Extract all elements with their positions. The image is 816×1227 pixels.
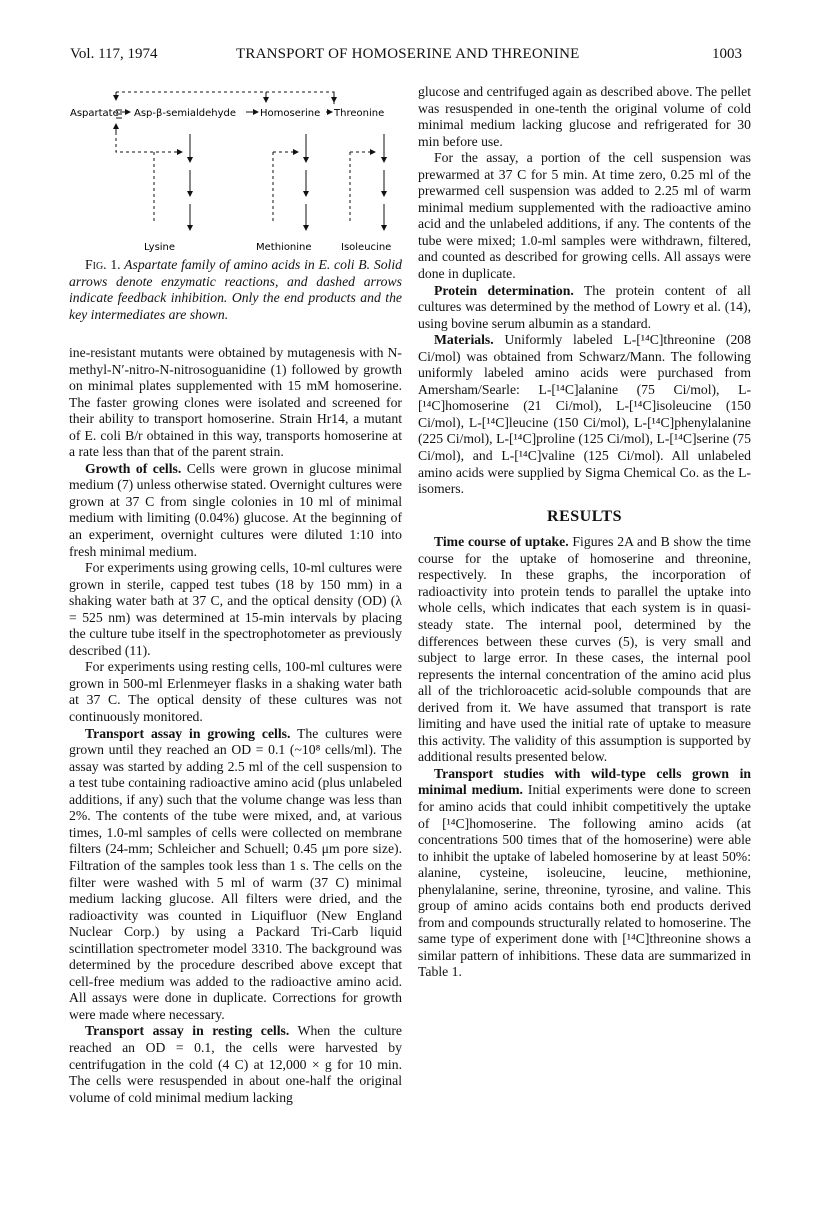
- paragraph-heading: Transport assay in growing cells.: [85, 725, 291, 741]
- paragraph: [418, 84, 751, 150]
- right-column: [418, 84, 751, 981]
- paragraph-heading: Transport studies with wild-type cells grown in minimal medium.: [418, 765, 751, 798]
- node-lysine: Lysine: [144, 242, 176, 253]
- running-title: TRANSPORT OF HOMOSERINE AND THREONINE: [236, 46, 580, 62]
- caption-label: Fig. 1.: [85, 257, 121, 272]
- paragraph: [418, 766, 751, 981]
- figure-aspartate-pathway: [70, 72, 410, 262]
- paragraph-text: Uniformly labeled L-[¹⁴C]threonine (208 Ci/mol) was obtained from Schwarz/Mann. The following uniformly labeled amino acids were purchased from Amersham/Searle: L-[¹⁴C]alanine (75 Ci/mol), L-[¹⁴C]homoserine (21 Ci/mol), L-[¹⁴C]isoleucine (150 Ci/mol), L-[¹⁴C]leucine (150 Ci/mol), L-[¹⁴C]phenylalanine (225 Ci/mol), L-[¹⁴C]proline (125 Ci/mol), L-[¹⁴C]serine (75 Ci/mol), and L-[¹⁴C]valine (125 Ci/mol). All unlabeled amino acids were supplied by Sigma Chemical Co. as the L-isomers.: [418, 332, 751, 497]
- paragraph-text: Figures 2A and B show the time course for the uptake of homoserine and threonine, respectively. In these graphs, the incorporation of radioactivity into protein tends to parallel the uptake into whole cells, which indicates that each system is in quasi-steady state. The internal pool, determined by the differences between these curves (5), is very small and subject to large error. In these cases, the internal pool represents the internal concentration of the amino acid plus all of the trichloroacetic acid-soluble compounds that are derived from it. We have assumed that transport is rate limiting and have used the initial rate of uptake to measure this activity. The validity of this assumption is supported by additional results presented below.: [418, 534, 751, 765]
- paragraph-text: Initial experiments were done to screen for amino acids that could inhibit competitively the uptake of [¹⁴C]homoserine. The following amino acids (at concentrations 500 times that of the homoserine) were able to inhibit the uptake of labeled homoserine by at least 50%: alanine, cysteine, isoleucine, leucine, methionine, phenylalanine, serine, threonine, tyrosine, and valine. This group of amino acids contains both end products derived from and compounds structurally related to homoserine. The same type of experiment done with [¹⁴C]threonine shows a similar pattern of inhibitions. These data are summarized in Table 1.: [418, 782, 752, 980]
- paragraph-text: ine-resistant mutants were obtained by mutagenesis with N-methyl-N′-nitro-N-nitrosoguanidine (1) followed by growth on minimal plates supplemented with 15 mM homoserine. The faster growing clones were isolated and screened for their ability to transport homoserine. Strain Hr14, a mutant of E. coli B/r obtained in this way, transports homoserine at a rate less than that of the parent strain.: [69, 345, 402, 460]
- node-methionine: Methionine: [256, 242, 312, 253]
- paragraph-heading: Protein determination.: [434, 282, 574, 298]
- node-asp-semialdehyde: Asp-β-semialdehyde: [134, 108, 237, 119]
- paragraph-heading: Materials.: [434, 332, 494, 348]
- figure-caption: [69, 257, 402, 323]
- paragraph: [69, 560, 402, 659]
- paragraph-text: glucose and centrifuged again as described above. The pellet was resuspended in one-tenth the original volume of cold minimal medium lacking glucose and refrigerated for 30 min before use.: [418, 84, 751, 149]
- results-heading: RESULTS: [547, 507, 622, 525]
- paragraph: [69, 659, 402, 725]
- paragraph: [69, 1023, 402, 1106]
- paragraph: [69, 345, 402, 461]
- node-aspartate: Aspartate: [70, 108, 119, 119]
- left-column: [69, 345, 402, 1106]
- paragraph: [69, 461, 402, 560]
- journal-volume: Vol. 117, 1974: [70, 46, 158, 62]
- page-number: 1003: [712, 46, 742, 62]
- paragraph-text: The cultures were grown until they reached an OD = 0.1 (~10⁸ cells/ml). The assay was started by adding 2.5 ml of the cell suspension to a test tube containing radioactive amino acid (plus unlabeled additions, if any) such that the volume change was less than 2%. The contents of the tube were mixed, and, at various times, 1.0-ml samples of cells were collected on membrane filters (24-mm; Schleicher and Schuell; 0.45 μm pore size). Filtration of the samples took less than 1 s. The cells on the filter were washed with 5 ml of warm (37 C) minimal medium lacking glucose. All filters were dried, and the radioactivity was counted in Liquifluor (New England Nuclear Corp.) by using a Packard Tri-Carb liquid scintillation spectrometer model 3310. The background was determined by the procedure described above except that cell-free medium was added to the radioactive amino acid. All assays were done in duplicate. Corrections for growth were made where necessary.: [69, 725, 402, 1022]
- paragraph-text: The protein content of all cultures was determined by the method of Lowry et al. (14), using bovine serum albumin as a standard.: [418, 282, 751, 331]
- paragraph-heading: Transport assay in resting cells.: [85, 1023, 290, 1039]
- paragraph: [418, 150, 751, 282]
- node-isoleucine: Isoleucine: [341, 242, 392, 253]
- node-threonine: Threonine: [334, 108, 385, 119]
- paragraph: [418, 332, 751, 497]
- paragraph-heading: Growth of cells.: [85, 460, 182, 476]
- paragraph: [69, 726, 402, 1024]
- paragraph-text: For experiments using resting cells, 100-ml cultures were grown in 500-ml Erlenmeyer flasks in a shaking water bath at 37 C. The optical density of these cultures was not continuously monitored.: [69, 659, 402, 725]
- caption-text: Aspartate family of amino acids in E. coli B. Solid arrows denote enzymatic reactions, and dashed arrows indicate feedback inhibition. Only the end products and the key intermediates are shown.: [69, 257, 402, 322]
- paragraph-heading: Time course of uptake.: [434, 534, 569, 550]
- paragraph-text: When the culture reached an OD = 0.1, the cells were harvested by centrifugation in the cold (4 C) at 12,000 × g for 10 min. The cells were resuspended in about one-half the original volume of cold minimal medium lacking: [69, 1023, 402, 1105]
- paragraph-text: Cells were grown in glucose minimal medium (7) unless otherwise stated. Overnight cultures were grown at 37 C from single colonies in 10 ml of minimal medium with limiting (0.04%) glucose. At the beginning of an experiment, overnight cultures were diluted 1:10 into fresh minimal medium.: [69, 460, 402, 559]
- paragraph: [418, 534, 751, 766]
- paragraph: [418, 283, 751, 333]
- node-homoserine: Homoserine: [260, 108, 321, 119]
- paragraph-text: For the assay, a portion of the cell suspension was prewarmed at 37 C for 5 min. At time zero, 0.25 ml of the prewarmed cell suspension was added to 2.25 ml of warm minimal medium supplemented with the radioactive amino acid and the unlabeled additions, if any. The contents of the tube were mixed; 1.0-ml samples were withdrawn, filtered, and counted as described for growing cells. All assays were done in duplicate.: [418, 150, 751, 282]
- paragraph-text: For experiments using growing cells, 10-ml cultures were grown in sterile, capped test tubes (18 by 150 mm) in a shaking water bath at 37 C, and the optical density (OD) (λ = 525 nm) was determined at 15-min intervals by placing the culture tube itself in the spectrophotometer as previously described (11).: [69, 560, 402, 658]
